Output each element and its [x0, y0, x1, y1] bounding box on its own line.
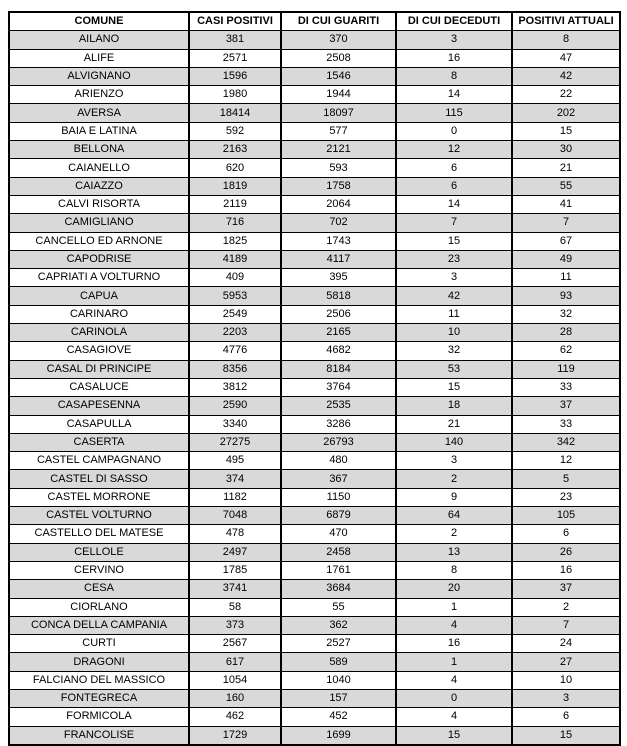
- comune-name-cell: FALCIANO DEL MASSICO: [9, 671, 189, 689]
- value-cell: 589: [281, 653, 396, 671]
- value-cell: 18: [396, 397, 512, 415]
- table-row-casapesenna: [9, 397, 620, 415]
- comune-name-cell: CASALUCE: [9, 378, 189, 396]
- value-cell: 716: [189, 214, 281, 232]
- value-cell: 381: [189, 31, 281, 49]
- value-cell: 16: [396, 49, 512, 67]
- value-cell: 10: [512, 671, 620, 689]
- value-cell: 26: [512, 543, 620, 561]
- table-row-bellona: [9, 141, 620, 159]
- value-cell: 4: [396, 671, 512, 689]
- comune-name-cell: CASTEL DI SASSO: [9, 470, 189, 488]
- value-cell: 16: [396, 635, 512, 653]
- value-cell: 478: [189, 525, 281, 543]
- value-cell: 2508: [281, 49, 396, 67]
- comune-name-cell: CASTEL VOLTURNO: [9, 507, 189, 525]
- comune-name-cell: BAIA E LATINA: [9, 122, 189, 140]
- comune-name-cell: CANCELLO ED ARNONE: [9, 232, 189, 250]
- table-row-caserta: [9, 433, 620, 451]
- value-cell: 15: [396, 726, 512, 745]
- comune-name-cell: CERVINO: [9, 561, 189, 579]
- table-row-castel-morrone: [9, 488, 620, 506]
- value-cell: 1743: [281, 232, 396, 250]
- value-cell: 55: [512, 177, 620, 195]
- table-row-castello-del-matese: [9, 525, 620, 543]
- table-row-casal-di-principe: [9, 360, 620, 378]
- value-cell: 1150: [281, 488, 396, 506]
- value-cell: 592: [189, 122, 281, 140]
- value-cell: 2567: [189, 635, 281, 653]
- value-cell: 2163: [189, 141, 281, 159]
- value-cell: 3: [512, 689, 620, 707]
- table-row-capodrise: [9, 250, 620, 268]
- table-body: [9, 31, 620, 745]
- value-cell: 42: [512, 67, 620, 85]
- value-cell: 409: [189, 269, 281, 287]
- value-cell: 1819: [189, 177, 281, 195]
- value-cell: 6: [512, 525, 620, 543]
- value-cell: 42: [396, 287, 512, 305]
- value-cell: 5953: [189, 287, 281, 305]
- value-cell: 41: [512, 195, 620, 213]
- value-cell: 2549: [189, 305, 281, 323]
- value-cell: 33: [512, 378, 620, 396]
- comune-name-cell: AILANO: [9, 31, 189, 49]
- value-cell: 4682: [281, 342, 396, 360]
- value-cell: 160: [189, 689, 281, 707]
- value-cell: 0: [396, 122, 512, 140]
- value-cell: 62: [512, 342, 620, 360]
- value-cell: 37: [512, 397, 620, 415]
- value-cell: 8356: [189, 360, 281, 378]
- value-cell: 2064: [281, 195, 396, 213]
- column-header-di-cui-guariti: DI CUI GUARITI: [281, 12, 396, 31]
- comune-name-cell: BELLONA: [9, 141, 189, 159]
- value-cell: 33: [512, 415, 620, 433]
- table-header-row: [9, 12, 620, 31]
- comune-name-cell: CAPUA: [9, 287, 189, 305]
- value-cell: 1546: [281, 67, 396, 85]
- value-cell: 495: [189, 452, 281, 470]
- value-cell: 8: [512, 31, 620, 49]
- table-row-conca-della-campania: [9, 616, 620, 634]
- value-cell: 16: [512, 561, 620, 579]
- table-row-ailano: [9, 31, 620, 49]
- value-cell: 1: [396, 653, 512, 671]
- value-cell: 374: [189, 470, 281, 488]
- value-cell: 462: [189, 708, 281, 726]
- value-cell: 395: [281, 269, 396, 287]
- value-cell: 22: [512, 86, 620, 104]
- value-cell: 1054: [189, 671, 281, 689]
- value-cell: 64: [396, 507, 512, 525]
- value-cell: 10: [396, 324, 512, 342]
- value-cell: 15: [396, 232, 512, 250]
- table-row-capriati-a-volturno: [9, 269, 620, 287]
- table-row-castel-campagnano: [9, 452, 620, 470]
- value-cell: 3764: [281, 378, 396, 396]
- comune-name-cell: CELLOLE: [9, 543, 189, 561]
- value-cell: 1761: [281, 561, 396, 579]
- value-cell: 367: [281, 470, 396, 488]
- value-cell: 577: [281, 122, 396, 140]
- value-cell: 14: [396, 86, 512, 104]
- value-cell: 2527: [281, 635, 396, 653]
- value-cell: 21: [396, 415, 512, 433]
- value-cell: 6: [396, 177, 512, 195]
- comune-name-cell: CALVI RISORTA: [9, 195, 189, 213]
- table-header: [9, 12, 620, 31]
- value-cell: 28: [512, 324, 620, 342]
- value-cell: 32: [512, 305, 620, 323]
- comune-name-cell: FONTEGRECA: [9, 689, 189, 707]
- value-cell: 2119: [189, 195, 281, 213]
- value-cell: 2571: [189, 49, 281, 67]
- value-cell: 2506: [281, 305, 396, 323]
- value-cell: 53: [396, 360, 512, 378]
- table-row-casagiove: [9, 342, 620, 360]
- value-cell: 27: [512, 653, 620, 671]
- value-cell: 119: [512, 360, 620, 378]
- value-cell: 9: [396, 488, 512, 506]
- comune-name-cell: CONCA DELLA CAMPANIA: [9, 616, 189, 634]
- value-cell: 3812: [189, 378, 281, 396]
- value-cell: 18097: [281, 104, 396, 122]
- value-cell: 620: [189, 159, 281, 177]
- comune-name-cell: CASAGIOVE: [9, 342, 189, 360]
- table-row-curti: [9, 635, 620, 653]
- table-row-caiazzo: [9, 177, 620, 195]
- table-row-francolise: [9, 726, 620, 745]
- table-row-castel-di-sasso: [9, 470, 620, 488]
- value-cell: 4: [396, 616, 512, 634]
- value-cell: 15: [512, 726, 620, 745]
- comune-name-cell: CASAL DI PRINCIPE: [9, 360, 189, 378]
- value-cell: 0: [396, 689, 512, 707]
- value-cell: 1699: [281, 726, 396, 745]
- value-cell: 1825: [189, 232, 281, 250]
- value-cell: 3340: [189, 415, 281, 433]
- comune-name-cell: CAMIGLIANO: [9, 214, 189, 232]
- table-row-alvignano: [9, 67, 620, 85]
- value-cell: 1729: [189, 726, 281, 745]
- comune-name-cell: CIORLANO: [9, 598, 189, 616]
- table-row-falciano-del-massico: [9, 671, 620, 689]
- table-row-camigliano: [9, 214, 620, 232]
- comune-name-cell: DRAGONI: [9, 653, 189, 671]
- comune-name-cell: CASTEL CAMPAGNANO: [9, 452, 189, 470]
- table-row-aversa: [9, 104, 620, 122]
- column-header-casi-positivi: CASI POSITIVI: [189, 12, 281, 31]
- table-row-alife: [9, 49, 620, 67]
- column-header-di-cui-deceduti: DI CUI DECEDUTI: [396, 12, 512, 31]
- value-cell: 3286: [281, 415, 396, 433]
- value-cell: 3: [396, 452, 512, 470]
- value-cell: 32: [396, 342, 512, 360]
- comune-name-cell: ARIENZO: [9, 86, 189, 104]
- value-cell: 617: [189, 653, 281, 671]
- value-cell: 58: [189, 598, 281, 616]
- value-cell: 2: [512, 598, 620, 616]
- table-row-casaluce: [9, 378, 620, 396]
- value-cell: 14: [396, 195, 512, 213]
- value-cell: 49: [512, 250, 620, 268]
- table-row-calvi-risorta: [9, 195, 620, 213]
- comune-name-cell: CAIANELLO: [9, 159, 189, 177]
- value-cell: 12: [512, 452, 620, 470]
- value-cell: 4189: [189, 250, 281, 268]
- comune-name-cell: AVERSA: [9, 104, 189, 122]
- value-cell: 1944: [281, 86, 396, 104]
- comune-name-cell: CASTELLO DEL MATESE: [9, 525, 189, 543]
- table-row-baia-e-latina: [9, 122, 620, 140]
- value-cell: 67: [512, 232, 620, 250]
- value-cell: 5818: [281, 287, 396, 305]
- value-cell: 47: [512, 49, 620, 67]
- value-cell: 27275: [189, 433, 281, 451]
- comune-name-cell: CAPRIATI A VOLTURNO: [9, 269, 189, 287]
- table-row-ciorlano: [9, 598, 620, 616]
- value-cell: 8: [396, 561, 512, 579]
- value-cell: 1596: [189, 67, 281, 85]
- table-row-casapulla: [9, 415, 620, 433]
- value-cell: 20: [396, 580, 512, 598]
- value-cell: 2: [396, 470, 512, 488]
- table-row-castel-volturno: [9, 507, 620, 525]
- value-cell: 157: [281, 689, 396, 707]
- value-cell: 2203: [189, 324, 281, 342]
- value-cell: 105: [512, 507, 620, 525]
- table-row-cesa: [9, 580, 620, 598]
- comune-name-cell: CASAPESENNA: [9, 397, 189, 415]
- value-cell: 5: [512, 470, 620, 488]
- value-cell: 1758: [281, 177, 396, 195]
- column-header-comune: COMUNE: [9, 12, 189, 31]
- value-cell: 37: [512, 580, 620, 598]
- value-cell: 140: [396, 433, 512, 451]
- value-cell: 2458: [281, 543, 396, 561]
- value-cell: 2: [396, 525, 512, 543]
- table-row-cellole: [9, 543, 620, 561]
- value-cell: 7: [512, 616, 620, 634]
- covid-municipalities-table-container: [8, 11, 621, 746]
- value-cell: 11: [512, 269, 620, 287]
- value-cell: 115: [396, 104, 512, 122]
- value-cell: 362: [281, 616, 396, 634]
- value-cell: 702: [281, 214, 396, 232]
- value-cell: 1: [396, 598, 512, 616]
- value-cell: 26793: [281, 433, 396, 451]
- value-cell: 2121: [281, 141, 396, 159]
- comune-name-cell: CASERTA: [9, 433, 189, 451]
- covid-municipalities-table: [8, 11, 621, 746]
- value-cell: 18414: [189, 104, 281, 122]
- value-cell: 202: [512, 104, 620, 122]
- value-cell: 24: [512, 635, 620, 653]
- table-row-fontegreca: [9, 689, 620, 707]
- value-cell: 6879: [281, 507, 396, 525]
- comune-name-cell: CESA: [9, 580, 189, 598]
- value-cell: 4776: [189, 342, 281, 360]
- value-cell: 2590: [189, 397, 281, 415]
- value-cell: 342: [512, 433, 620, 451]
- comune-name-cell: CASAPULLA: [9, 415, 189, 433]
- value-cell: 6: [512, 708, 620, 726]
- value-cell: 4117: [281, 250, 396, 268]
- comune-name-cell: CARINOLA: [9, 324, 189, 342]
- table-row-arienzo: [9, 86, 620, 104]
- value-cell: 23: [512, 488, 620, 506]
- value-cell: 452: [281, 708, 396, 726]
- value-cell: 21: [512, 159, 620, 177]
- comune-name-cell: ALVIGNANO: [9, 67, 189, 85]
- value-cell: 7: [396, 214, 512, 232]
- table-row-caianello: [9, 159, 620, 177]
- value-cell: 3741: [189, 580, 281, 598]
- comune-name-cell: FRANCOLISE: [9, 726, 189, 745]
- comune-name-cell: FORMICOLA: [9, 708, 189, 726]
- value-cell: 7: [512, 214, 620, 232]
- column-header-positivi-attuali: POSITIVI ATTUALI: [512, 12, 620, 31]
- value-cell: 30: [512, 141, 620, 159]
- table-row-dragoni: [9, 653, 620, 671]
- value-cell: 3684: [281, 580, 396, 598]
- value-cell: 7048: [189, 507, 281, 525]
- value-cell: 593: [281, 159, 396, 177]
- value-cell: 370: [281, 31, 396, 49]
- value-cell: 55: [281, 598, 396, 616]
- comune-name-cell: CAPODRISE: [9, 250, 189, 268]
- value-cell: 12: [396, 141, 512, 159]
- value-cell: 93: [512, 287, 620, 305]
- value-cell: 1980: [189, 86, 281, 104]
- value-cell: 4: [396, 708, 512, 726]
- value-cell: 2535: [281, 397, 396, 415]
- value-cell: 23: [396, 250, 512, 268]
- comune-name-cell: ALIFE: [9, 49, 189, 67]
- table-row-formicola: [9, 708, 620, 726]
- value-cell: 2497: [189, 543, 281, 561]
- table-row-capua: [9, 287, 620, 305]
- value-cell: 8184: [281, 360, 396, 378]
- comune-name-cell: CARINARO: [9, 305, 189, 323]
- comune-name-cell: CAIAZZO: [9, 177, 189, 195]
- value-cell: 11: [396, 305, 512, 323]
- comune-name-cell: CURTI: [9, 635, 189, 653]
- table-row-carinola: [9, 324, 620, 342]
- value-cell: 3: [396, 269, 512, 287]
- table-row-cancello-ed-arnone: [9, 232, 620, 250]
- value-cell: 480: [281, 452, 396, 470]
- value-cell: 15: [512, 122, 620, 140]
- value-cell: 373: [189, 616, 281, 634]
- value-cell: 1785: [189, 561, 281, 579]
- value-cell: 3: [396, 31, 512, 49]
- value-cell: 6: [396, 159, 512, 177]
- table-row-cervino: [9, 561, 620, 579]
- value-cell: 1040: [281, 671, 396, 689]
- value-cell: 470: [281, 525, 396, 543]
- value-cell: 15: [396, 378, 512, 396]
- table-row-carinaro: [9, 305, 620, 323]
- comune-name-cell: CASTEL MORRONE: [9, 488, 189, 506]
- value-cell: 8: [396, 67, 512, 85]
- value-cell: 2165: [281, 324, 396, 342]
- value-cell: 1182: [189, 488, 281, 506]
- value-cell: 13: [396, 543, 512, 561]
